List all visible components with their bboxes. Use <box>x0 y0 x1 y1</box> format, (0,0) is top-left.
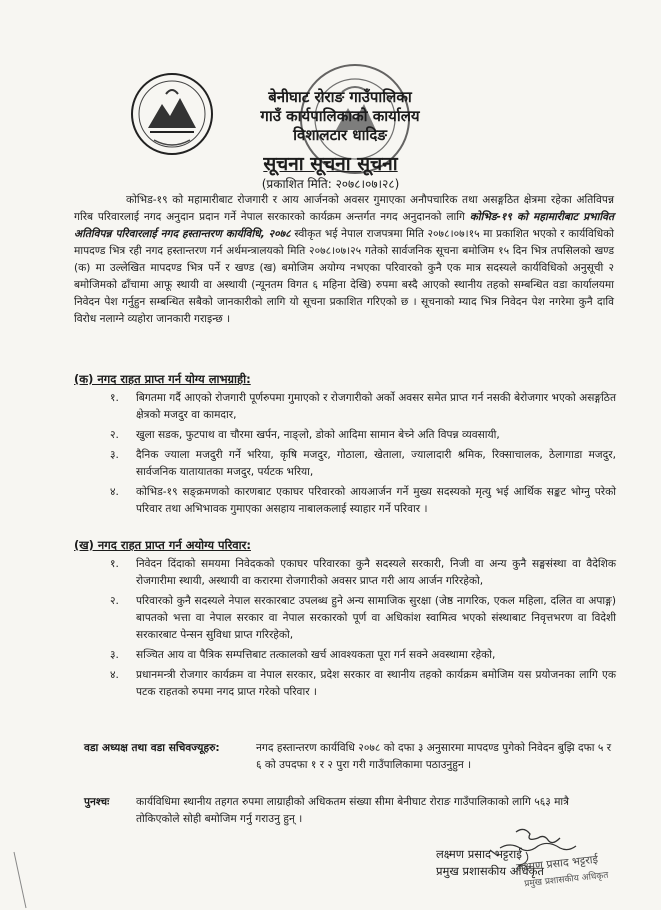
list-item <box>110 556 616 590</box>
list-text: सञ्चित आय वा पैत्रिक सम्पत्तिबाट तत्कालको खर्च आवश्यकता पूरा गर्न सक्ने अवस्थामा रहेको, <box>136 649 496 661</box>
list-item <box>110 647 616 664</box>
municipality-name: बेनीघाट रोराङ गाउँपालिका <box>268 88 412 106</box>
intro-text-rest: स्वीकृत भई नेपाल राजपत्रमा मिति २०७८।०७।१५ मा प्रकाशित भएको र कार्यविधिको मापदण्ड भित्र रही नगद हस्तान्तरण गर्न अर्थमन्त्रालयको मिति २०७८।०७।२५ गतेको सार्वजनिक सूचना बमोजिम १५ दिन भित्र तपसिलको खण्ड (क) मा उल्लेखित मापदण्ड भित्र पर्ने र खण्ड (ख) बमोजिम अयोग्य नभएका परिवारको कुनै एक मात्र सदस्यले कार्यविधिको अनुसूची २ बमोजिमको ढाँचामा आफू स्थायी वा अस्थायी (न्यूनतम विगत ६ महिना देखि) रुपमा बस्दै आएको स्थानीय तहको सम्बन्धित वडा कार्यालयमा निवेदन पेश गर्नुहुन सम्बन्धित सबैको जानकारीको लागि यो सूचना प्रकाशित गरिएको छ । सूचनाको म्याद भित्र निवेदन पेश नगरेमा कुनै दावि विरोध नलाग्ने व्यहोरा जानकारी गराइन्छ । <box>74 228 615 325</box>
list-item <box>110 390 616 424</box>
signer-title: प्रमुख प्रशासकीय अधिकृत <box>436 864 544 878</box>
list-item <box>110 593 616 644</box>
list-text: खुला सडक, फुटपाथ वा चौरमा खर्पन, नाङ्लो, डोको आदिमा सामान बेच्ने अति विपन्न व्यवसायी, <box>136 429 500 441</box>
list-text: कोभिड-१९ सङ्क्रमणको कारणबाट एकाघर परिवारको आयआर्जन गर्ने मुख्य सदस्यको मृत्यु भई आर्थिक सङ्कट भोग्नु परेको परिवार तथा अभिभावक गुमाएका असहाय नाबालकलाई स्याहार गर्ने परिवार । <box>136 486 616 515</box>
signer-name: लक्ष्मण प्रसाद भट्टराई <box>436 847 522 861</box>
postscript-text: कार्यविधिमा स्थानीय तहगत रुपमा लाग्राहीको अधिकतम संख्या सीमा बेनीघाट रोराङ गाउँपालिकाको लागि ५६३ मात्रै तोकिएकोले सोही बमोजिम गर्नु गराउनु हुन् । <box>136 796 570 825</box>
intro-paragraph <box>74 192 614 328</box>
name-stamp: लक्ष्मण प्रसाद भट्टराई <box>515 852 599 875</box>
list-text: परिवारको कुनै सदस्यले नेपाल सरकारबाट उपलब्ध हुने अन्य सामाजिक सुरक्षा (जेष्ठ नागरिक, एकल महिला, दलित वा अपाङ्ग) बापतको भत्ता वा नेपाल सरकार वा नेपाल सरकारको पूर्ण वा अधिकांश स्वामित्व भएको संस्थाबाट निवृत्तभरण वा विदेशी सरकारबाट पेन्सन सुविधा प्राप्त गरिरहेको, <box>136 595 616 641</box>
ward-note <box>84 740 614 774</box>
list-number: ४. <box>110 486 119 498</box>
list-text: प्रधानमन्त्री रोजगार कार्यक्रम वा नेपाल सरकार, प्रदेश सरकार वा स्थानीय तहको कार्यक्रम बमोजिम यस प्रयोजनका लागि एक पटक राहतको रुपमा नगद प्राप्त गरेको परिवार । <box>136 669 616 698</box>
section-a-list <box>110 390 616 521</box>
title-stamp: प्रमुख प्रशासकीय अधिकृत <box>523 870 609 890</box>
list-item <box>110 484 616 518</box>
list-number: ४. <box>110 669 119 681</box>
list-number: ३. <box>110 649 119 661</box>
letterhead <box>190 88 490 145</box>
publish-date: (प्रकाशित मिति: २०७८।०७।२८) <box>261 177 400 191</box>
section-b-list <box>110 556 616 704</box>
list-number: २. <box>110 595 119 607</box>
list-item <box>110 447 616 481</box>
list-text: दैनिक ज्याला मजदुरी गर्ने भरिया, कृषि मजदुर, गोठाला, खेताला, ज्यालादारी श्रमिक, रिक्साचालक, ठेलागाडा मजदुर, सार्वजनिक यातायातका मजदुर, पर्यटक भरिया, <box>136 449 616 478</box>
notice-title: सूचना सूचना सूचना <box>263 153 398 175</box>
list-number: ३. <box>110 449 119 461</box>
section-b-heading: (ख) नगद राहत प्राप्त गर्न अयोग्य परिवार: <box>74 538 251 552</box>
list-number: १. <box>110 392 119 404</box>
intro-procedure-name: कोभिड-१९ को महामारीबाट प्रभावित अतिविपन्न परिवारलाई नगद हस्तान्तरण कार्यविधि, २०७८ <box>74 211 615 240</box>
margin-mark <box>10 850 30 910</box>
postscript-label: पुनश्चः <box>84 796 110 808</box>
list-item <box>110 667 616 701</box>
list-item <box>110 427 616 444</box>
list-number: १. <box>110 558 119 570</box>
section-a-heading: (क) नगद राहत प्राप्त गर्न योग्य लाभग्राही: <box>74 372 251 386</box>
list-text: बिगतमा गर्दै आएको रोजगारी पूर्णरुपमा गुमाएको र रोजगारीको अर्को अवसर समेत प्राप्त गर्न नसकी बेरोजगार भएको असङ्गठित क्षेत्रको मजदुर वा कामदार, <box>136 392 616 421</box>
postscript <box>84 794 614 828</box>
intro-text: कोभिड-१९ को महामारीबाट रोजगारी र आय आर्जनको अवसर गुमाएका अनौपचारिक तथा असङ्गठित क्षेत्रमा रहेका अतिविपन्न गरिब परिवारलाई नगद अनुदान प्रदान गर्ने नेपाल सरकारको कार्यक्रम अन्तर्गत नगद अनुदानको लागि <box>74 194 614 223</box>
office-address: विशालटार धादिङ <box>293 126 387 144</box>
ward-note-text: नगद हस्तान्तरण कार्यविधि २०७८ को दफा ३ अनुसारमा मापदण्ड पुगेको निवेदन बुझि दफा ५ र ६ को उपदफा १ र २ पुरा गरी गाउँपालिकामा पठाउनुहुन । <box>256 742 612 771</box>
list-text: निवेदन दिंदाको समयमा निवेदकको एकाघर परिवारका कुनै सदस्यले सरकारी, निजी वा अन्य कुनै सङ्घसंस्था वा वैदेशिक रोजगारीमा स्थायी, अस्थायी वा करारमा रोजगारीको अवसर प्राप्त गरी आय आर्जन गरिरहेको, <box>136 558 616 587</box>
ward-note-label: वडा अध्यक्ष तथा वडा सचिवज्यूहरु: <box>84 742 220 754</box>
office-name: गाउँ कार्यपालिकाको कार्यालय <box>260 107 420 125</box>
list-number: २. <box>110 429 119 441</box>
